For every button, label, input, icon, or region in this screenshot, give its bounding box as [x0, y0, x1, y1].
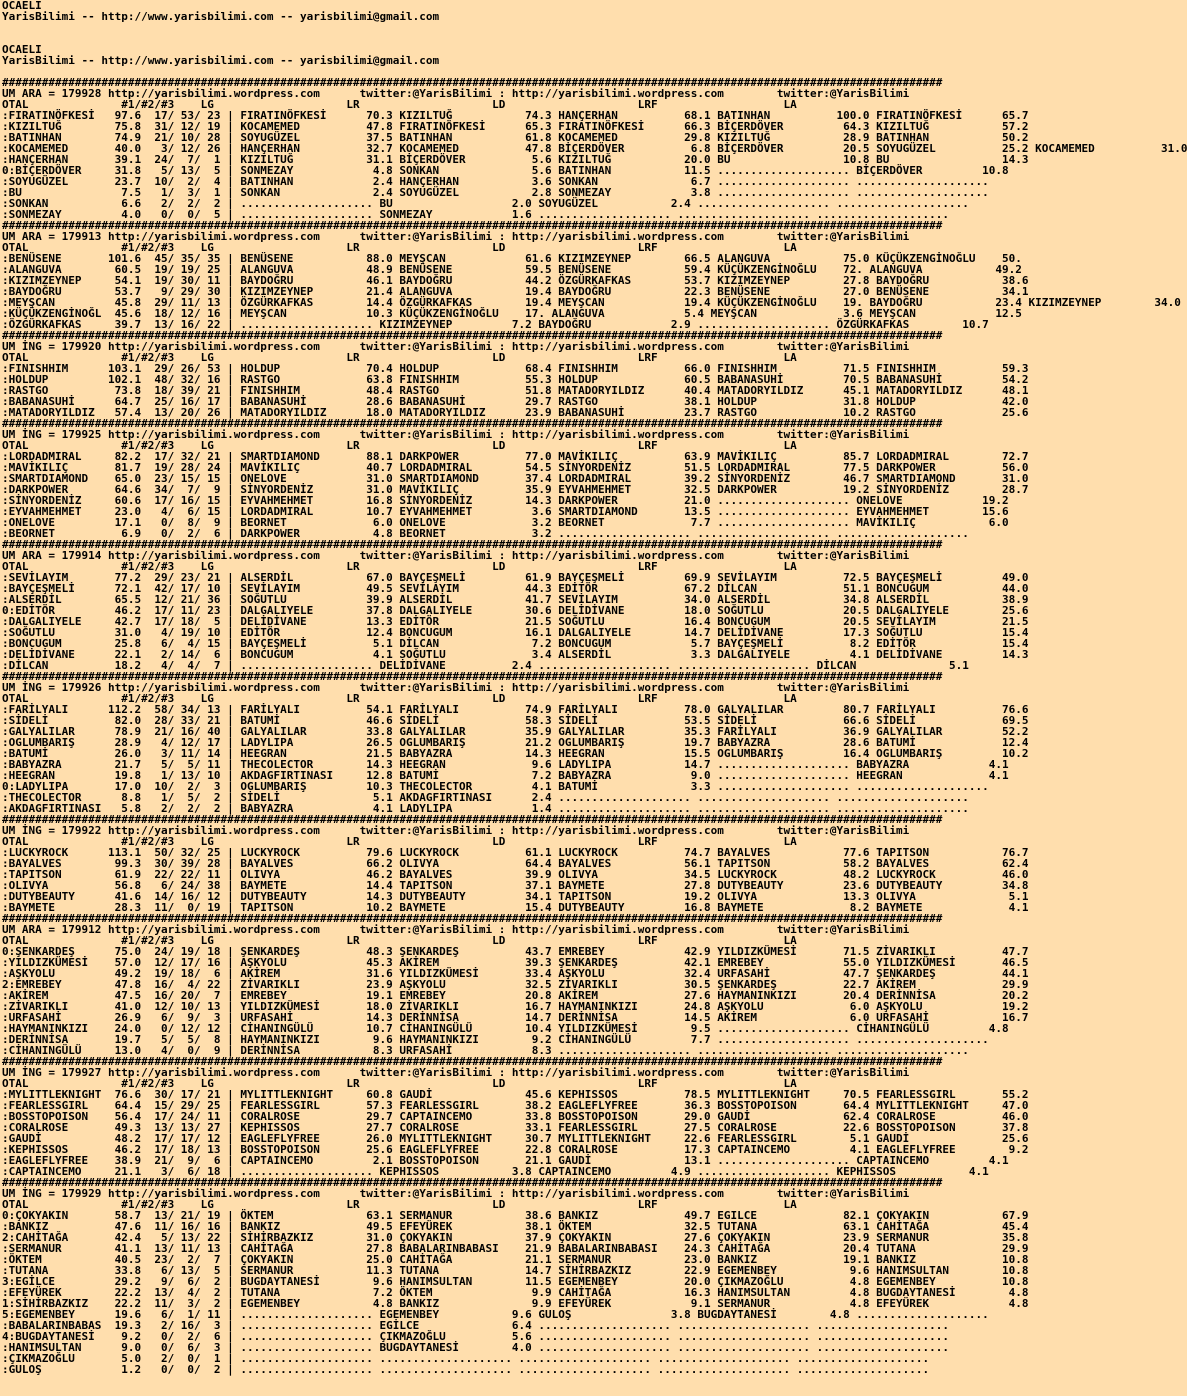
race-data-row: :BEORNET 6.9 0/ 2/ 6 | DARKPOWER 4.8 BEORNET 3.2 .................... .................... .................... — [2, 527, 969, 540]
race-data-row: :ONELOVE 17.1 0/ 8/ 9 | BEORNET 6.0 ONELOVE 3.2 BEORNET 7.7 .................... MAVİKILIÇ 6.0 — [2, 516, 1009, 529]
spacer — [2, 22, 1058, 44]
race-data-row: 0:LADYLIPA 17.0 10/ 2/ 3 | OGLUMBARIŞ 10.3 THECOLECTOR 4.1 BATUMİ 3.3 .................... .................... — [2, 780, 989, 793]
race-data-row: :HANÇERHAN 39.1 24/ 7/ 1 | KIZILTUĞ 31.1 BİÇERDÖVER 5.6 KIZILTUĞ 20.0 BU 10.8 BU 14.3 — [2, 153, 1029, 166]
race-data-row: :HAYMANINKIZI 24.0 0/ 12/ 12 | CİHANINGÜLÜ 10.7 CİHANINGÜLÜ 10.4 YILDIZKÜMESİ 9.5 .................... CİHANINGÜLÜ 4.8 — [2, 1022, 1009, 1035]
race-data-row: :FARİLYALI 112.2 58/ 34/ 13 | FARİLYALI 54.1 FARİLYALI 74.9 FARİLYALI 78.0 GALYALILAR 80.7 FARİLYALI 76.6 — [2, 703, 1029, 716]
race-data-row: :FEARLESSGIRL 64.4 15/ 29/ 25 | FEARLESSGIRL 57.3 FEARLESSGIRL 38.2 EAGLEFLYFREE 36.3 BOSSTOPOISON 64.4 MYLITTLEKNIGHT 47.0 — [2, 1099, 1029, 1112]
race-data-row: 0:ÇOKYAKIN 58.7 13/ 21/ 19 | ÖKTEM 63.1 SERMANUR 38.6 BANKIZ 49.7 EGILCE 82.1 ÇOKYAKIN 67.9 — [2, 1209, 1029, 1222]
section-separator: ############################################################################################################################################## — [2, 813, 943, 826]
race-data-row: :HOLDUP 102.1 48/ 32/ 16 | RASTGO 63.8 FINISHHIM 55.3 HOLDUP 60.5 BABANASUHİ 70.5 BABANASUHİ 54.2 — [2, 373, 1029, 386]
section-separator: ############################################################################################################################################## — [2, 76, 943, 89]
race-header-line: UM ARA = 179928 http://yarisbilimi.wordpress.com twitter:@YarisBilimi : http://yarisbilimi.wordpress.com twitter:@YarisBilimi — [2, 87, 910, 100]
column-header-line: OTAL #1/#2/#3 LG LR LD LRF LA — [2, 98, 797, 111]
race-data-row: :FINISHHIM 103.1 29/ 26/ 53 | HOLDUP 70.4 HOLDUP 68.4 FINISHHIM 66.0 FINISHHIM 71.5 FINISHHIM 59.3 — [2, 362, 1029, 375]
race-data-row: 5:EGEMENBEY 19.6 6/ 1/ 11 | .................... EGEMENBEY 9.6 GULOŞ 3.8 BUGDAYTANESİ 4.8 .................... — [2, 1308, 989, 1321]
race-data-row: :ÇIKMAZOĞLU 5.0 2/ 0/ 1 | .................... .................... .................... .................... .................... — [2, 1352, 930, 1365]
race-data-row: 2:EMREBEY 47.8 16/ 4/ 22 | ZİVARIKLI 23.9 AŞKYOLU 32.5 ZİVARIKLI 30.5 ŞENKARDEŞ 22.7 AKİREM 29.9 — [2, 978, 1029, 991]
race-data-row: :BU 7.5 1/ 3/ 1 | SONKAN 2.4 SOYUGÜZEL 2.8 SONMEZAY 3.8 .................... .................... — [2, 186, 989, 199]
site-contact-line-repeat: YarisBilimi -- http://www.yarisbilimi.com -- yarisbilimi@gmail.com — [2, 54, 440, 67]
race-data-row: :URFASAHİ 26.9 6/ 9/ 3 | URFASAHİ 14.3 DERİNNİSA 14.7 DERİNNİSA 14.5 AKİREM 6.0 URFASAHİ 16.7 — [2, 1011, 1029, 1024]
race-data-row: :EFEYÜREK 22.2 13/ 4/ 2 | TUTANA 7.2 ÖKTEM 9.9 CAHİTAĞA 16.3 HANIMSULTAN 4.8 BUGDAYTANESİ 4.8 — [2, 1286, 1029, 1299]
race-data-row: :DELİDİVANE 22.1 2/ 14/ 6 | BONCUGUM 4.1 SOĞUTLU 3.4 ALSERDİL 3.3 DALGALIYELE 4.1 DELİDİVANE 14.3 — [2, 648, 1029, 661]
race-data-row: :SMARTDIAMOND 65.0 23/ 15/ 15 | ONELOVE 31.0 SMARTDIAMOND 37.4 LORDADMIRAL 39.2 SİNYORDENİZ 46.7 SMARTDIAMOND 31.0 — [2, 472, 1029, 485]
column-header-line: OTAL #1/#2/#3 LG LR LD LRF LA — [2, 560, 797, 573]
race-data-row: :BOSSTOPOISON 56.4 17/ 24/ 11 | CORALROSE 29.7 CAPTAINCEMO 33.8 BOSSTOPOISON 29.0 GAUDİ 62.4 CORALROSE 46.0 — [2, 1110, 1029, 1123]
race-header-line: UM İNG = 179920 http://yarisbilimi.wordpress.com twitter:@YarisBilimi : http://yarisbilimi.wordpress.com twitter:@YarisBilimi — [2, 340, 910, 353]
section-separator: ############################################################################################################################################## — [2, 417, 943, 430]
race-data-row: :KIZILTUĞ 75.8 31/ 12/ 19 | KOCAMEMED 47.8 FIRATINÖFKESİ 65.3 FIRATINÖFKESİ 66.3 BİÇERDÖVER 64.3 KIZILTUĞ 57.2 — [2, 120, 1029, 133]
race-header-line: UM İNG = 179927 http://yarisbilimi.wordpress.com twitter:@YarisBilimi : http://yarisbilimi.wordpress.com twitter:@YarisBilimi — [2, 1066, 910, 1079]
race-data-row: :HANIMSULTAN 9.0 0/ 6/ 3 | .................... BUGDAYTANESİ 4.0 .................... .................... .................... — [2, 1341, 950, 1354]
race-data-row: :KOCAMEMED 40.0 3/ 12/ 26 | HANÇERHAN 32.7 KOCAMEMED 47.8 BİÇERDÖVER 6.8 BİÇERDÖVER 20.5 SOYUGÜZEL 25.2 KOCAMEMED 31.0 — [2, 142, 1187, 155]
race-data-row: :SOYUGÜZEL 23.7 10/ 2/ 4 | BATINHAN 2.4 HANÇERHAN 3.6 SONKAN 6.7 .................... .................... — [2, 175, 989, 188]
column-header-line: OTAL #1/#2/#3 LG LR LD LRF LA — [2, 1198, 797, 1211]
race-data-row: 3:EGİLCE 29.2 9/ 6/ 2 | BUGDAYTANESİ 9.6 HANIMSULTAN 11.5 EGEMENBEY 20.0 ÇIKMAZOĞLU 4.8 EGEMENBEY 10.8 — [2, 1275, 1029, 1288]
race-data-row: :EYVAHMEHMET 23.0 4/ 6/ 15 | LORDADMIRAL 10.7 EYVAHMEHMET 3.6 SMARTDIAMOND 13.5 .................... EYVAHMEHMET 15.6 — [2, 505, 1009, 518]
race-data-row: :HEEGRAN 19.8 1/ 13/ 10 | AKDAGFIRTINASI 12.8 BATUMİ 7.2 BABYAZRA 9.0 .................... HEEGRAN 4.1 — [2, 769, 1009, 782]
race-data-row: :BABANASUHİ 64.7 25/ 16/ 17 | BABANASUHİ 28.6 BABANASUHİ 29.7 RASTGO 38.1 HOLDUP 31.8 HOLDUP 42.0 — [2, 395, 1029, 408]
race-data-row: :DARKPOWER 64.6 34/ 7/ 9 | SİNYORDENİZ 31.0 MAVİKILIÇ 35.9 EYVAHMEHMET 32.5 DARKPOWER 19.2 SİNYORDENİZ 28.7 — [2, 483, 1029, 496]
section-separator: ############################################################################################################################################## — [2, 1055, 943, 1068]
race-data-row: :KIZIMZEYNEP 54.1 19/ 30/ 11 | BAYDOĞRU 46.1 BAYDOĞRU 44.2 ÖZGÜRKAFKAS 53.7 KIZIMZEYNEP 27.8 BAYDOĞRU 38.6 — [2, 274, 1029, 287]
race-data-row: :DALGALIYELE 42.7 17/ 18/ 5 | DELİDİVANE 13.3 EDİTÖR 21.5 SOĞUTLU 16.4 BONCUGUM 20.5 SEVİLAYIM 21.5 — [2, 615, 1029, 628]
race-data-row: :GAUDİ 48.2 17/ 17/ 12 | EAGLEFLYFREE 26.0 MYLITTLEKNIGHT 30.7 MYLITTLEKNIGHT 22.6 FEARLESSGIRL 5.1 GAUDİ 25.6 — [2, 1132, 1029, 1145]
section-separator: ############################################################################################################################################## — [2, 1176, 943, 1189]
race-data-row: :ÖKTEM 40.5 23/ 2/ 7 | ÇOKYAKIN 25.0 CAHİTAĞA 21.1 SERMANUR 23.0 BANKIZ 19.1 BANKIZ 10.8 — [2, 1253, 1029, 1266]
race-data-row: :CAPTAINCEMO 21.1 3/ 6/ 18 | .................... KEPHISSOS 3.8 CAPTAINCEMO 4.9 .................... KEPHISSOS 4.1 — [2, 1165, 989, 1178]
race-data-row: 4:BUGDAYTANESİ 9.2 0/ 2/ 6 | .................... ÇIKMAZOĞLU 5.6 .................... .................... .................... — [2, 1330, 950, 1343]
race-data-row: :MYLITTLEKNIGHT 76.6 30/ 17/ 21 | MYLITTLEKNIGHT 60.8 GAUDİ 45.6 KEPHISSOS 78.5 MYLITTLEKNIGHT 70.5 FEARLESSGIRL 55.2 — [2, 1088, 1029, 1101]
column-header-line: OTAL #1/#2/#3 LG LR LD LRF LA — [2, 241, 797, 254]
race-data-row: :THECOLECTOR 8.8 1/ 5/ 2 | SİDELİ 5.1 AKDAGFIRTINASI 2.4 .................... .................... .................... — [2, 791, 969, 804]
race-data-row: :LUCKYROCK 113.1 50/ 32/ 25 | LUCKYROCK 79.6 LUCKYROCK 61.1 LUCKYROCK 74.7 BAYALVES 77.6 TAPITSON 76.7 — [2, 846, 1029, 859]
race-header-line: UM İNG = 179925 http://yarisbilimi.wordpress.com twitter:@YarisBilimi : http://yarisbilimi.wordpress.com twitter:@YarisBilimi — [2, 428, 910, 441]
race-header-line: UM ARA = 179914 http://yarisbilimi.wordpress.com twitter:@YarisBilimi : http://yarisbilimi.wordpress.com twitter:@YarisBilimi — [2, 549, 910, 562]
race-data-row: 1:SİHİRBAZKIZ 22.2 11/ 3/ 2 | EGEMENBEY 4.8 BANKIZ 9.9 EFEYÜREK 9.1 SERMANUR 4.8 EFEYÜREK 4.8 — [2, 1297, 1029, 1310]
race-data-row: :DERİNNİSA 19.7 5/ 5/ 8 | HAYMANINKIZI 9.6 HAYMANINKIZI 9.2 CİHANINGÜLÜ 7.7 .................... .................... — [2, 1033, 989, 1046]
column-header-line: OTAL #1/#2/#3 LG LR LD LRF LA — [2, 835, 797, 848]
race-data-row: :DİLCAN 18.2 4/ 4/ 7 | .................... DELİDİVANE 2.4 .................... .................... DİLCAN 5.1 — [2, 659, 969, 672]
race-data-row: :EAGLEFLYFREE 38.9 21/ 9/ 6 | CAPTAINCEMO 2.1 BOSSTOPOISON 21.1 GAUDİ 13.1 .................... CAPTAINCEMO 4.1 — [2, 1154, 1009, 1167]
race-data-row: :BANKIZ 47.6 11/ 16/ 16 | BANKIZ 49.5 EFEYÜREK 38.1 ÖKTEM 32.5 TUTANA 63.1 CAHİTAĞA 45.4 — [2, 1220, 1029, 1233]
race-data-row: :BAYDOĞRU 53.7 9/ 29/ 30 | KIZIMZEYNEP 21.4 ALANGUVA 19.4 BAYDOĞRU 22.3 BENÜSENE 27.0 BENÜSENE 34.1 — [2, 285, 1029, 298]
race-data-row: :LORDADMIRAL 82.2 17/ 32/ 21 | SMARTDIAMOND 88.1 DARKPOWER 77.0 MAVİKILIÇ 63.9 MAVİKILIÇ 85.7 LORDADMIRAL 72.7 — [2, 450, 1029, 463]
race-data-row: :SONMEZAY 4.0 0/ 0/ 5 | .................... SONMEZAY 1.6 .................... .................... .................... — [2, 208, 950, 221]
race-data-row: :KEPHISSOS 46.2 17/ 18/ 13 | BOSSTOPOISON 25.6 EAGLEFLYFREE 22.8 CORALROSE 17.3 CAPTAINCEMO 4.1 EAGLEFLYFREE 9.2 — [2, 1143, 1029, 1156]
race-data-row: :KÜÇÜKZENGİNOĞL 45.6 18/ 12/ 16 | MEYŞCAN 10.3 KÜÇÜKZENGİNOĞLU 17. ALANGUVA 5.4 MEYŞCAN 3.6 MEYŞCAN 12.5 — [2, 307, 1022, 320]
section-separator: ############################################################################################################################################## — [2, 538, 943, 551]
race-data-row: :BATINHAN 74.9 21/ 10/ 28 | SOYUGÜZEL 37.5 BATINHAN 61.8 KOCAMEMED 29.8 KIZILTUĞ 28.9 BATINHAN 50.2 — [2, 131, 1029, 144]
race-data-row: :ÖZGÜRKAFKAS 39.7 13/ 16/ 22 | .................... KIZIMZEYNEP 7.2 BAYDOĞRU 2.9 .................... ÖZGÜRKAFKAS 10.7 — [2, 318, 989, 331]
race-data-row: :TUTANA 33.8 6/ 13/ 5 | SERMANUR 11.3 TUTANA 14.7 SİHİRBAZKIZ 22.9 EGEMENBEY 9.6 HANIMSULTAN 10.8 — [2, 1264, 1029, 1277]
race-data-row: :BAYÇEŞMELİ 72.1 42/ 17/ 10 | SEVİLAYIM 49.5 SEVİLAYIM 44.3 EDİTÖR 67.2 DİLCAN 51.1 BONCUGUM 44.0 — [2, 582, 1029, 595]
race-header-line: UM ARA = 179913 http://yarisbilimi.wordpress.com twitter:@YarisBilimi : http://yarisbilimi.wordpress.com twitter:@YarisBilimi — [2, 230, 910, 243]
column-header-line: OTAL #1/#2/#3 LG LR LD LRF LA — [2, 692, 797, 705]
race-header-line: UM ARA = 179912 http://yarisbilimi.wordpress.com twitter:@YarisBilimi : http://yarisbilimi.wordpress.com twitter:@YarisBilimi — [2, 923, 910, 936]
race-data-row: :BAYALVES 99.3 30/ 39/ 28 | BAYALVES 66.2 OLIVYA 64.4 BAYALVES 56.1 TAPITSON 58.2 BAYALVES 62.4 — [2, 857, 1029, 870]
race-data-row: :OLIVYA 56.8 6/ 24/ 38 | BAYMETE 14.4 TAPITSON 37.1 BAYMETE 27.8 DUTYBEAUTY 23.6 DUTYBEAUTY 34.8 — [2, 879, 1029, 892]
race-data-row: :OGLUMBARIŞ 28.9 4/ 12/ 17 | LADYLIPA 26.5 OGLUMBARIŞ 21.2 OGLUMBARIŞ 19.7 BABYAZRA 28.6 BATUMİ 12.4 — [2, 736, 1029, 749]
race-header-line: UM İNG = 179922 http://yarisbilimi.wordpress.com twitter:@YarisBilimi : http://yarisbilimi.wordpress.com twitter:@YarisBilimi — [2, 824, 910, 837]
section-separator: ############################################################################################################################################## — [2, 912, 943, 925]
race-data-row: :CİHANINGÜLÜ 13.0 4/ 0/ 9 | DERİNNİSA 8.3 URFASAHİ 8.3 .................... .................... .................... — [2, 1044, 969, 1057]
column-header-line: OTAL #1/#2/#3 LG LR LD LRF LA — [2, 351, 797, 364]
race-data-row: :TAPITSON 61.9 22/ 22/ 11 | OLIVYA 46.2 BAYALVES 39.9 OLIVYA 34.5 LUCKYROCK 48.2 LUCKYROCK 46.0 — [2, 868, 1029, 881]
race-data-row: 0:ŞENKARDEŞ 75.0 24/ 19/ 18 | ŞENKARDEŞ 48.3 ŞENKARDEŞ 43.7 EMREBEY 42.9 YILDIZKÜMESİ 71.5 ZİVARIKLI 47.7 — [2, 945, 1029, 958]
race-data-row: :CORALROSE 49.3 13/ 13/ 27 | KEPHISSOS 27.7 CORALROSE 33.1 FEARLESSGIRL 27.5 CORALROSE 22.6 BOSSTOPOISON 37.8 — [2, 1121, 1029, 1134]
race-data-row: :BABALARINBABAS 19.3 2/ 16/ 3 | .................... EGİLCE 6.4 .................... .................... .................... — [2, 1319, 950, 1332]
site-contact-line: YarisBilimi -- http://www.yarisbilimi.com -- yarisbilimi@gmail.com — [2, 10, 440, 23]
race-data-row: :SEVİLAYIM 77.2 29/ 23/ 21 | ALSERDİL 67.0 BAYÇEŞMELİ 61.9 BAYÇEŞMELİ 69.9 SEVİLAYIM 72.5 BAYÇEŞMELİ 49.0 — [2, 571, 1029, 584]
race-data-row: :GALYALILAR 78.9 21/ 16/ 40 | GALYALILAR 33.8 GALYALILAR 35.9 GALYALILAR 35.3 FARİLYALI 36.9 GALYALILAR 52.2 — [2, 725, 1029, 738]
race-data-row: :BABYAZRA 21.7 5/ 5/ 11 | THECOLECTOR 14.3 HEEGRAN 9.6 LADYLIPA 14.7 .................... BABYAZRA 4.1 — [2, 758, 1009, 771]
race-data-row: :MEYŞCAN 45.8 29/ 11/ 13 | ÖZGÜRKAFKAS 14.4 ÖZGÜRKAFKAS 19.4 MEYŞCAN 19.4 KÜÇÜKZENGİNOĞLU 19. BAYDOĞRU 23.4 KIZIMZEYNEP 34.0 — [2, 296, 1181, 309]
race-header-line: UM İNG = 179929 http://yarisbilimi.wordpress.com twitter:@YarisBilimi : http://yarisbilimi.wordpress.com twitter:@YarisBilimi — [2, 1187, 910, 1200]
race-data-row: :SİNYORDENİZ 60.6 17/ 16/ 15 | EYVAHMEHMET 16.8 SİNYORDENİZ 14.3 DARKPOWER 21.0 .................... ONELOVE 19.2 — [2, 494, 1009, 507]
race-data-row: :ZİVARIKLI 41.0 12/ 10/ 13 | YILDIZKÜMESİ 18.0 ZİVARIKLI 16.7 HAYMANINKIZI 24.8 AŞKYOLU 6.0 AŞKYOLU 19.2 — [2, 1000, 1029, 1013]
race-data-row: :YILDIZKÜMESİ 57.0 12/ 17/ 16 | AŞKYOLU 45.3 AKİREM 39.3 ŞENKARDEŞ 42.1 EMREBEY 55.0 YILDIZKÜMESİ 46.5 — [2, 956, 1029, 969]
column-header-line: OTAL #1/#2/#3 LG LR LD LRF LA — [2, 439, 797, 452]
race-data-row: :DUTYBEAUTY 41.6 14/ 16/ 12 | DUTYBEAUTY 14.3 DUTYBEAUTY 34.1 TAPITSON 19.2 OLIVYA 13.3 OLIVYA 5.1 — [2, 890, 1029, 903]
section-separator: ############################################################################################################################################## — [2, 329, 943, 342]
city-title-repeat: OCAELI — [2, 43, 42, 56]
race-data-row: :BENÜSENE 101.6 45/ 35/ 35 | BENÜSENE 88.0 MEYŞCAN 61.6 KIZIMZEYNEP 66.5 ALANGUVA 75.0 KÜÇÜKZENGİNOĞLU 50. — [2, 252, 1022, 265]
race-header-line: UM İNG = 179926 http://yarisbilimi.wordpress.com twitter:@YarisBilimi : http://yarisbilimi.wordpress.com twitter:@YarisBilimi — [2, 681, 910, 694]
section-separator: ############################################################################################################################################## — [2, 670, 943, 683]
race-data-row: :ALANGUVA 60.5 19/ 19/ 25 | ALANGUVA 48.9 BENÜSENE 59.5 BENÜSENE 59.4 KÜÇÜKZENGİNOĞLU 72. ALANGUVA 49.2 — [2, 263, 1022, 276]
race-data-row: :MAVİKILIÇ 81.7 19/ 28/ 24 | MAVİKILIÇ 40.7 LORDADMIRAL 54.5 SİNYORDENİZ 51.5 LORDADMIRAL 77.5 DARKPOWER 56.0 — [2, 461, 1029, 474]
race-blocks — [2, 76, 1187, 1376]
race-data-row: :BAYMETE 28.3 11/ 0/ 19 | TAPITSON 10.2 BAYMETE 15.4 DUTYBEAUTY 16.8 BAYMETE 8.2 BAYMETE 4.1 — [2, 901, 1029, 914]
race-data-row: :AKİREM 47.5 16/ 20/ 7 | EMREBEY 19.1 EMREBEY 20.8 AKİREM 27.6 HAYMANINKIZI 20.4 DERİNNİSA 20.2 — [2, 989, 1029, 1002]
race-data-row: 2:CAHİTAĞA 42.4 5/ 13/ 22 | SİHİRBAZKIZ 31.0 ÇOKYAKIN 37.9 ÇOKYAKIN 27.6 ÇOKYAKIN 23.9 SERMANUR 35.8 — [2, 1231, 1029, 1244]
race-data-row: :FIRATINÖFKESİ 97.6 17/ 53/ 23 | FIRATINÖFKESİ 70.3 KIZILTUĞ 74.3 HANÇERHAN 68.1 BATINHAN 100.0 FIRATINÖFKESİ 65.7 — [2, 109, 1029, 122]
column-header-line: OTAL #1/#2/#3 LG LR LD LRF LA — [2, 934, 797, 947]
race-data-row: :SOĞUTLU 31.0 4/ 19/ 10 | EDİTÖR 12.4 BONCUGUM 16.1 DALGALIYELE 14.7 DELİDİVANE 17.3 SOĞUTLU 15.4 — [2, 626, 1029, 639]
race-data-row: :BATUMİ 26.0 3/ 11/ 14 | HEEGRAN 21.5 BABYAZRA 14.3 HEEGRAN 15.5 OGLUMBARIŞ 16.4 OGLUMBARIŞ 10.2 — [2, 747, 1029, 760]
race-data-row: :SONKAN 6.6 2/ 2/ 2 | .................... BU 2.0 SOYUGÜZEL 2.4 .................... .................... — [2, 197, 969, 210]
city-title: OCAELI — [2, 0, 42, 12]
race-data-row: 0:EDİTÖR 46.2 17/ 11/ 23 | DALGALIYELE 37.8 DALGALIYELE 30.6 DELİDİVANE 18.0 SOĞUTLU 20.5 DALGALIYELE 25.6 — [2, 604, 1029, 617]
race-data-row: 0:BİÇERDÖVER 31.8 5/ 13/ 5 | SONMEZAY 4.8 SONKAN 5.6 BATINHAN 11.5 .................... BİÇERDÖVER 10.8 — [2, 164, 1009, 177]
race-data-row: :GULOŞ 1.2 0/ 0/ 2 | .................... .................... .................... .................... .................... — [2, 1363, 930, 1376]
column-header-line: OTAL #1/#2/#3 LG LR LD LRF LA — [2, 1077, 797, 1090]
section-separator: ############################################################################################################################################## — [2, 219, 943, 232]
race-data-row: :AKDAGFIRTINASI 5.8 2/ 2/ 2 | BABYAZRA 4.1 LADYLIPA 1.4 .................... .................... .................... — [2, 802, 969, 815]
race-data-row: :ALSERDİL 65.5 12/ 21/ 36 | SOĞUTLU 39.9 ALSERDİL 41.7 SEVİLAYIM 34.0 ALSERDİL 34.8 ALSERDİL 38.9 — [2, 593, 1029, 606]
race-data-row: :SİDELİ 82.0 28/ 33/ 21 | BATUMİ 46.6 SİDELİ 58.3 SİDELİ 53.5 SİDELİ 66.6 SİDELİ 69.5 — [2, 714, 1029, 727]
race-data-row: :MATADORYILDIZ 57.4 13/ 20/ 26 | MATADORYILDIZ 18.0 MATADORYILDIZ 23.9 BABANASUHİ 23.7 RASTGO 10.2 RASTGO 25.6 — [2, 406, 1029, 419]
race-data-row: :AŞKYOLU 49.2 19/ 18/ 6 | AKİREM 31.6 YILDIZKÜMESİ 33.4 AŞKYOLU 32.4 URFASAHİ 47.7 ŞENKARDEŞ 44.1 — [2, 967, 1029, 980]
race-data-row: :RASTGO 73.8 18/ 39/ 21 | FINISHHIM 48.4 RASTGO 51.8 MATADORYILDIZ 40.4 MATADORYILDIZ 45.1 MATADORYILDIZ 48.1 — [2, 384, 1029, 397]
race-data-row: :BONCUGUM 25.8 6/ 4/ 15 | BAYÇEŞMELİ 5.1 DİLCAN 7.2 BONCUGUM 5.7 BAYÇEŞMELİ 8.2 EDİTÖR 15.4 — [2, 637, 1029, 650]
race-data-row: :SERMANUR 41.1 13/ 11/ 13 | CAHİTAĞA 27.8 BABALARINBABASI 21.9 BABALARINBABASI 24.3 CAHİTAĞA 20.4 TUTANA 29.9 — [2, 1242, 1029, 1255]
